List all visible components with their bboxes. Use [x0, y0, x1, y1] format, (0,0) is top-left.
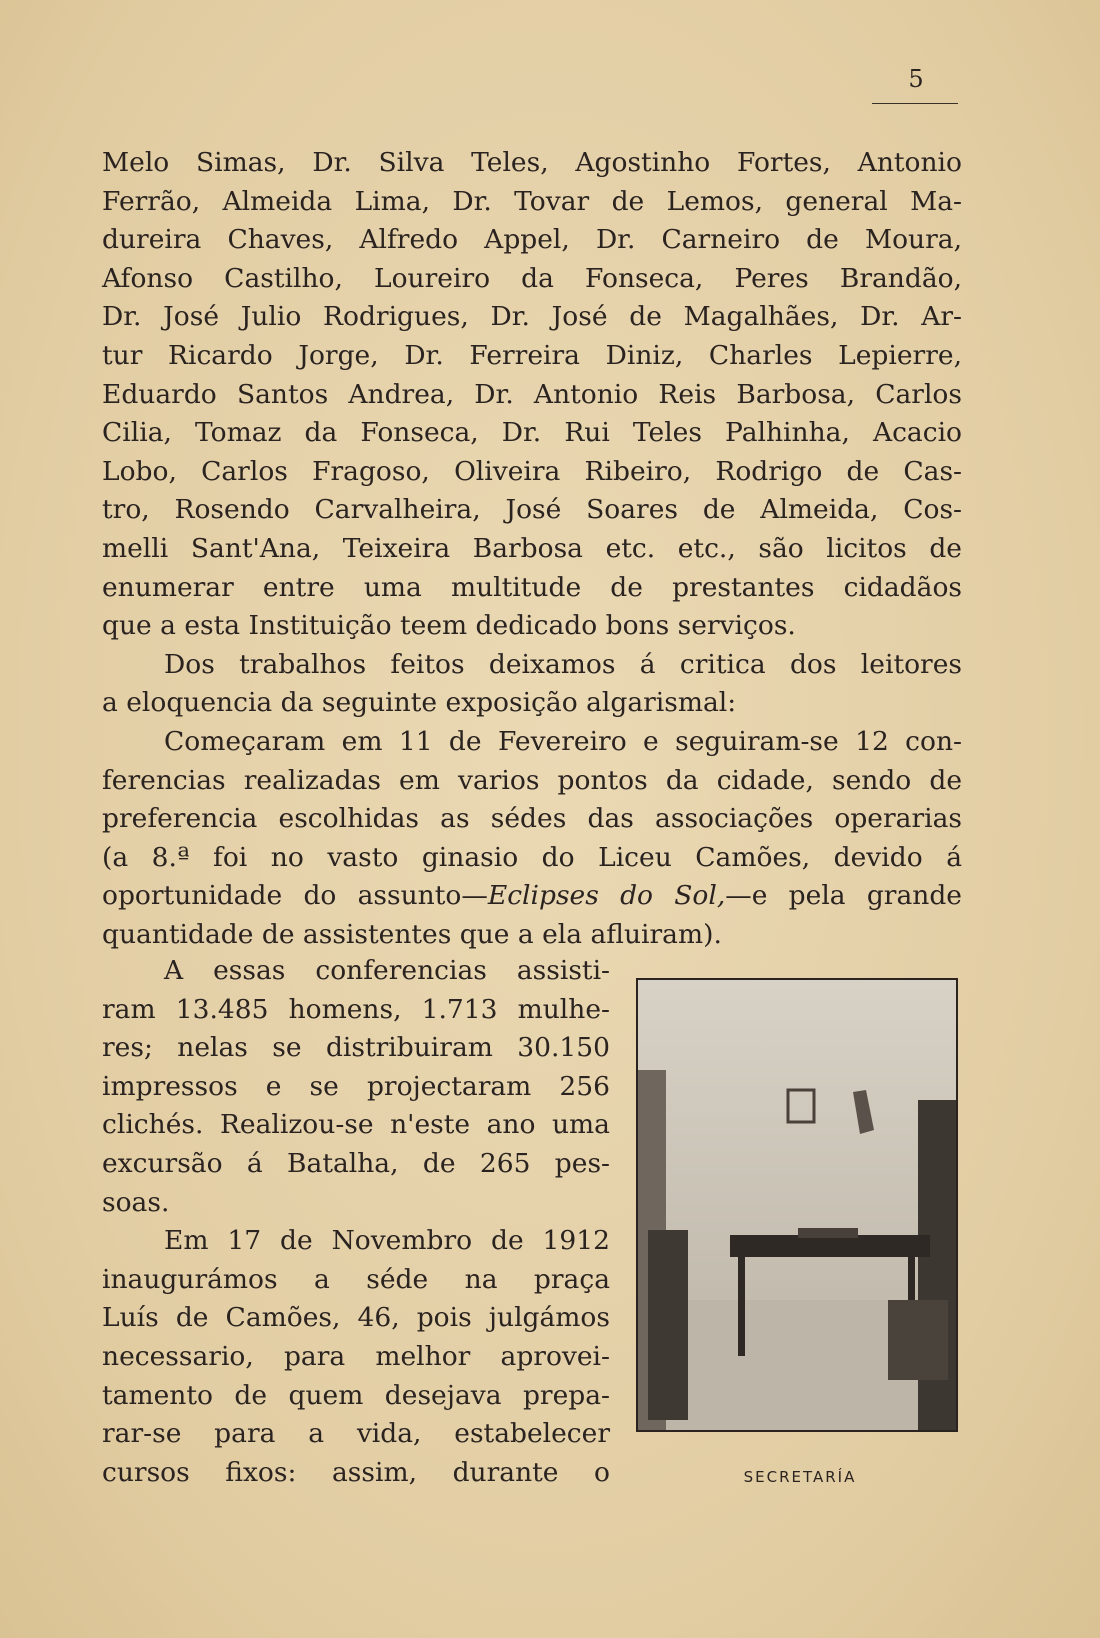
photo-caption: SECRETARÍA: [743, 1468, 857, 1486]
text-segment: oportunidade do assunto—: [102, 880, 488, 912]
page-number-rule: [872, 103, 958, 104]
text-line: tur Ricardo Jorge, Dr. Ferreira Diniz, Charles Lepierre,: [102, 339, 962, 371]
text-line: Cilia, Tomaz da Fonseca, Dr. Rui Teles Palhinha, Acacio: [102, 417, 962, 449]
text-line: res; nelas se distribuiram 30.150: [102, 1032, 610, 1064]
text-line: enumerar entre uma multitude de prestantes cidadãos: [102, 571, 962, 603]
text-line: Em 17 de Novembro de 1912: [164, 1225, 610, 1257]
text-line: cursos fixos: assim, durante o: [102, 1456, 610, 1488]
text-line: ferencias realizadas em varios pontos da cidade, sendo de: [102, 764, 962, 796]
text-line: melli Sant'Ana, Teixeira Barbosa etc. etc., são licitos de: [102, 532, 962, 564]
text-segment: —e pela grande: [725, 880, 962, 912]
text-line: Afonso Castilho, Loureiro da Fonseca, Peres Brandão,: [102, 262, 962, 294]
text-line: tamento de quem desejava prepa-: [102, 1379, 610, 1411]
text-line: Dr. José Julio Rodrigues, Dr. José de Magalhães, Dr. Ar-: [102, 301, 962, 333]
secretary-office-photo: [636, 978, 958, 1432]
text-line: preferencia escolhidas as sédes das associações operarias: [102, 803, 962, 835]
main-text-block: [102, 144, 962, 954]
text-line-with-title: [102, 877, 962, 916]
text-line: Eduardo Santos Andrea, Dr. Antonio Reis Barbosa, Carlos: [102, 378, 962, 410]
text-line: dureira Chaves, Alfredo Appel, Dr. Carneiro de Moura,: [102, 224, 962, 256]
text-line: ram 13.485 homens, 1.713 mulhe-: [102, 993, 610, 1025]
text-line: (a 8.ª foi no vasto ginasio do Liceu Camões, devido á: [102, 841, 962, 873]
text-line: impressos e se projectaram 256: [102, 1070, 610, 1102]
text-line: Dos trabalhos feitos deixamos á critica dos leitores: [164, 648, 962, 680]
text-line: quantidade de assistentes que a ela afluiram).: [102, 918, 722, 950]
wrapped-text-block: [102, 952, 610, 1492]
text-line: que a esta Instituição teem dedicado bons serviços.: [102, 610, 796, 642]
text-line: Luís de Camões, 46, pois julgámos: [102, 1302, 610, 1334]
text-line: necessario, para melhor aprovei-: [102, 1340, 610, 1372]
text-line: soas.: [102, 1186, 170, 1218]
text-line: tro, Rosendo Carvalheira, José Soares de Almeida, Cos-: [102, 494, 962, 526]
text-line: a eloquencia da seguinte exposição algarismal:: [102, 687, 737, 719]
text-line: clichés. Realizou-se n'este ano uma: [102, 1109, 610, 1141]
text-line: Lobo, Carlos Fragoso, Oliveira Ribeiro, Rodrigo de Cas-: [102, 455, 962, 487]
text-line: Começaram em 11 de Fevereiro e seguiram-se 12 con-: [164, 725, 962, 757]
text-line: A essas conferencias assisti-: [164, 955, 610, 986]
page-number: 5: [908, 65, 924, 93]
text-line: inaugurámos a séde na praça: [102, 1263, 610, 1295]
text-line: excursão á Batalha, de 265 pes-: [102, 1147, 610, 1179]
text-line: Ferrão, Almeida Lima, Dr. Tovar de Lemos, general Ma-: [102, 185, 962, 217]
text-line: Melo Simas, Dr. Silva Teles, Agostinho Fortes, Antonio: [102, 147, 962, 178]
lecture-title: Eclipses do Sol,: [487, 880, 726, 912]
text-line: rar-se para a vida, estabelecer: [102, 1418, 610, 1450]
photo-illustration: [638, 980, 956, 1430]
